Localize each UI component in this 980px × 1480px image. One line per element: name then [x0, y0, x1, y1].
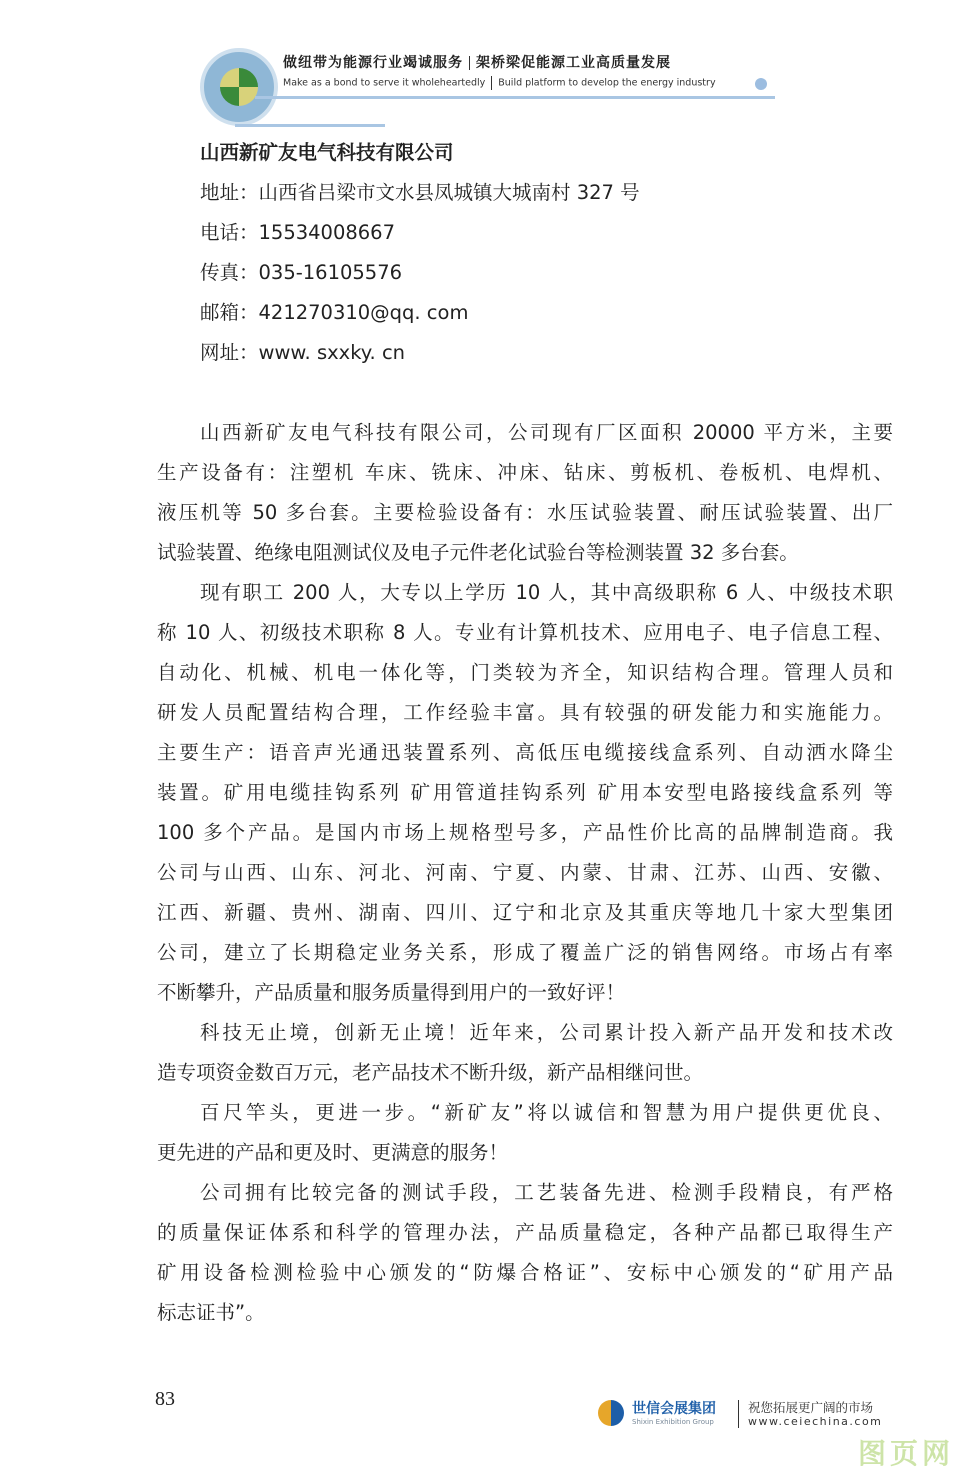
- text-line: 不断攀升，产品质量和服务质量得到用户的一致好评！: [157, 981, 626, 1004]
- text-line: 液压机等 50 多台套。主要检验设备有：水压试验装置、耐压试验装置、出厂: [157, 501, 893, 524]
- brand-name-en: Shixin Exhibition Group: [632, 1418, 714, 1426]
- header-slogan-cn: [283, 52, 671, 72]
- slogan-left-en: Make as a bond to serve it wholeheartedly: [283, 77, 486, 89]
- company-website: 网址：www. sxxky. cn: [200, 341, 406, 364]
- text-line: 称 10 人、初级技术职称 8 人。专业有计算机技术、应用电子、电子信息工程、: [157, 621, 893, 644]
- page-header: [195, 40, 795, 130]
- slogan-right-en: Build platform to develop the energy industry: [498, 77, 716, 89]
- footer-divider: [738, 1400, 739, 1428]
- footer-brand: [598, 1398, 898, 1438]
- brand-name-cn: 世信会展集团: [632, 1401, 716, 1417]
- footer-slogan: 祝您拓展更广阔的市场: [748, 1400, 874, 1415]
- paragraph: [157, 1013, 893, 1093]
- company-name: 山西新矿友电气科技有限公司: [200, 141, 454, 164]
- slogan-left-cn: 做纽带为能源行业竭诚服务: [283, 55, 463, 71]
- text-line: 现有职工 200 人，大专以上学历 10 人，其中高级职称 6 人、中级技术职: [200, 581, 893, 604]
- paragraph: [157, 413, 893, 573]
- text-line: 生产设备有：注塑机 车床、铣床、冲床、钻床、剪板机、卷板机、电焊机、: [157, 461, 893, 484]
- brand-logo-icon: [598, 1400, 624, 1426]
- paragraph: [157, 573, 893, 1013]
- page-number: 83: [155, 1388, 175, 1410]
- footer-url: www.ceiechina.com: [748, 1415, 883, 1428]
- text-line: 装置。矿用电缆挂钩系列 矿用管道挂钩系列 矿用本安型电路接线盒系列 等: [157, 781, 893, 804]
- header-slogan-en: [283, 76, 716, 90]
- text-line: 100 多个产品。是国内市场上规格型号多，产品性价比高的品牌制造商。我: [157, 821, 893, 844]
- watermark: 图页网: [858, 1437, 955, 1470]
- text-line: 公司与山西、山东、河北、河南、宁夏、内蒙、甘肃、江苏、山西、安徽、: [157, 861, 893, 884]
- text-line: 试验装置、绝缘电阻测试仪及电子元件老化试验台等检测装置 32 多台套。: [157, 541, 799, 564]
- company-phone: 电话：15534008667: [200, 221, 395, 244]
- text-line: 标志证书”。: [157, 1301, 265, 1324]
- header-divider-short: [235, 124, 385, 127]
- text-line: 的质量保证体系和科学的管理办法，产品质量稳定，各种产品都已取得生产: [157, 1221, 893, 1244]
- company-email: 邮箱：421270310@qq. com: [200, 301, 469, 324]
- header-logo-icon: [200, 48, 278, 126]
- slogan-right-cn: 架桥梁促能源工业高质量发展: [476, 55, 671, 71]
- text-line: 公司，建立了长期稳定业务关系，形成了覆盖广泛的销售网络。市场占有率: [157, 941, 893, 964]
- text-line: 山西新矿友电气科技有限公司，公司现有厂区面积 20000 平方米，主要: [200, 421, 893, 444]
- text-line: 主要生产：语音声光通迅装置系列、高低压电缆接线盒系列、自动洒水降尘: [157, 741, 893, 764]
- text-line: 江西、新疆、贵州、湖南、四川、辽宁和北京及其重庆等地几十家大型集团: [157, 901, 893, 924]
- decor-dots-icon: [755, 78, 767, 90]
- text-line: 造专项资金数百万元，老产品技术不断升级，新产品相继问世。: [157, 1061, 704, 1084]
- text-line: 公司拥有比较完备的测试手段，工艺装备先进、检测手段精良，有严格: [200, 1181, 893, 1204]
- paragraph: [157, 1173, 893, 1333]
- header-divider: [255, 96, 775, 99]
- text-line: 研发人员配置结构合理，工作经验丰富。具有较强的研发能力和实施能力。: [157, 701, 893, 724]
- text-line: 自动化、机械、机电一体化等，门类较为齐全，知识结构合理。管理人员和: [157, 661, 893, 684]
- text-line: 更先进的产品和更及时、更满意的服务！: [157, 1141, 509, 1164]
- company-fax: 传真：035-16105576: [200, 261, 403, 284]
- text-line: 矿用设备检测检验中心颁发的“防爆合格证”、安标中心颁发的“矿用产品: [157, 1261, 893, 1284]
- paragraph: [157, 1093, 893, 1173]
- company-address: 地址：山西省吕梁市文水县凤城镇大城南村 327 号: [200, 181, 640, 204]
- text-line: 科技无止境，创新无止境！近年来，公司累计投入新产品开发和技术改: [200, 1021, 893, 1044]
- text-line: 百尺竿头，更进一步。“新矿友”将以诚信和智慧为用户提供更优良、: [200, 1101, 893, 1124]
